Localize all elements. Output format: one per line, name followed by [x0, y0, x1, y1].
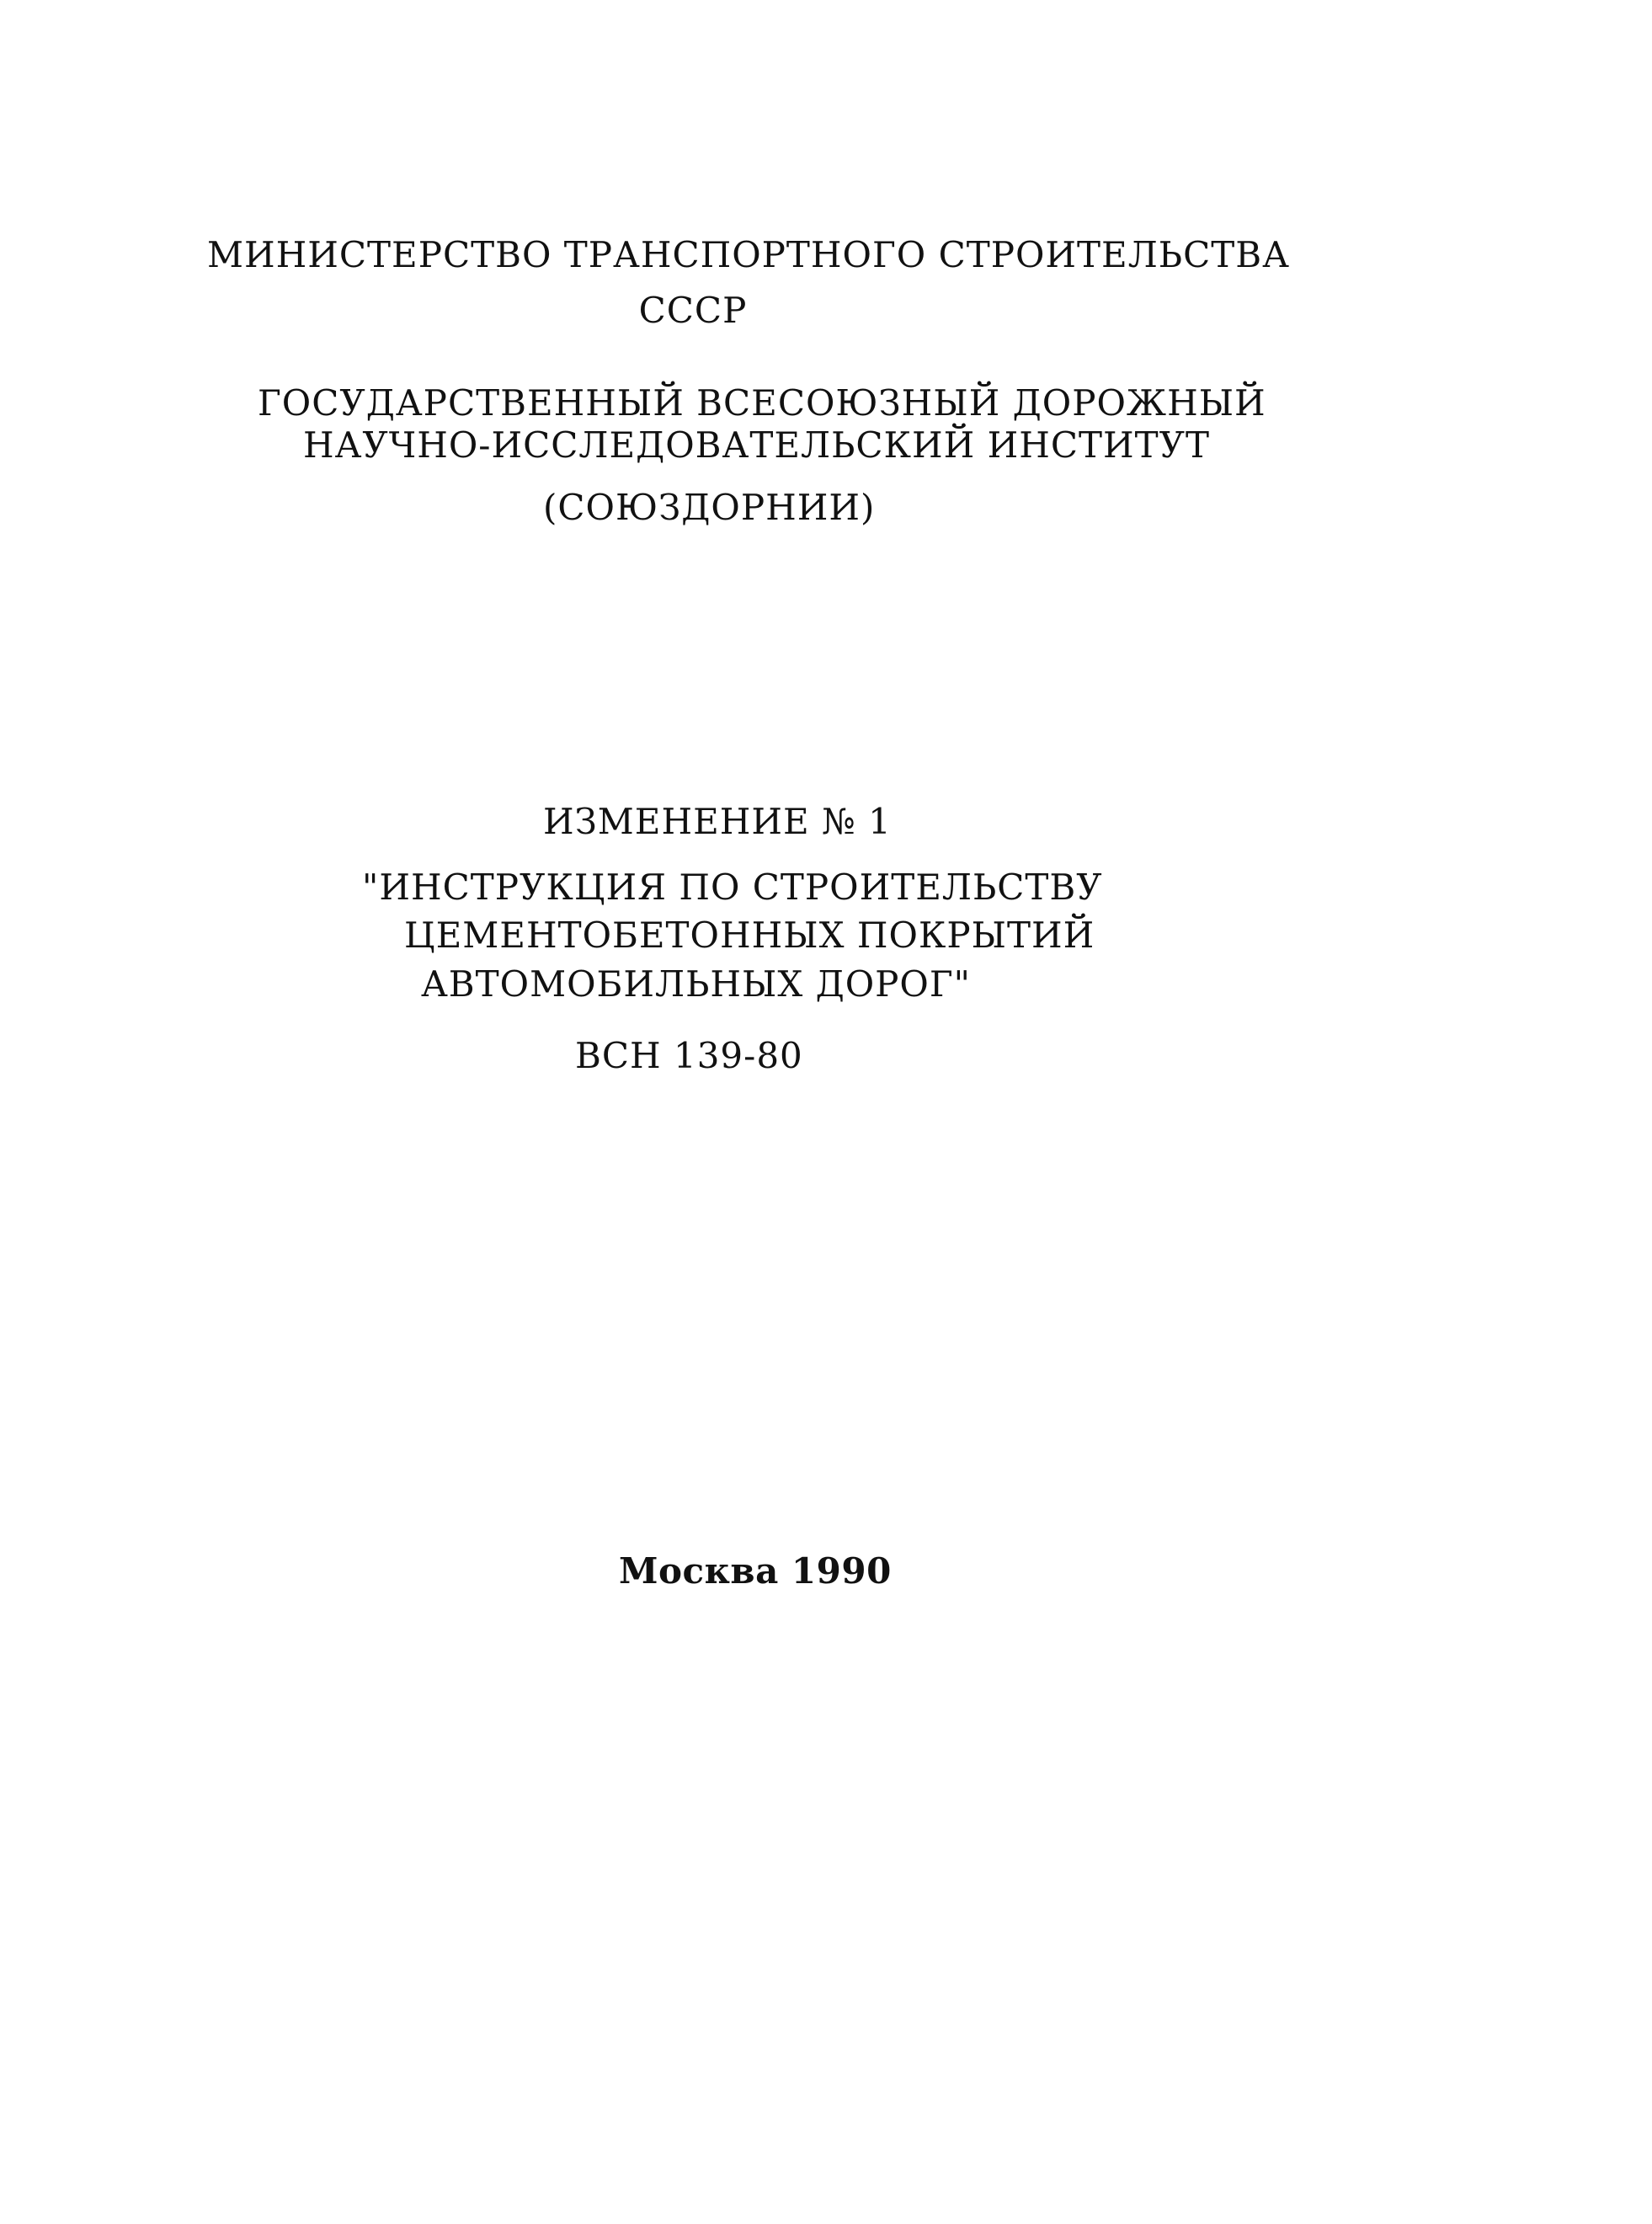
- change-number: ИЗМЕНЕНИЕ № 1: [543, 801, 892, 842]
- document-title-line2: ЦЕМЕНТОБЕТОННЫХ ПОКРЫТИЙ: [404, 915, 1095, 956]
- ministry-name: МИНИСТЕРСТВО ТРАНСПОРТНОГО СТРОИТЕЛЬСТВА: [207, 234, 1290, 275]
- document-code: ВСН 139-80: [575, 1035, 803, 1076]
- institute-name-line1: ГОСУДАРСТВЕННЫЙ ВСЕСОЮЗНЫЙ ДОРОЖНЫЙ: [258, 382, 1266, 424]
- publication-place-year: Москва 1990: [619, 1550, 892, 1592]
- institute-abbreviation: (СОЮЗДОРНИИ): [543, 487, 876, 528]
- document-title-line1: "ИНСТРУКЦИЯ ПО СТРОИТЕЛЬСТВУ: [362, 867, 1103, 908]
- document-title-line3: АВТОМОБИЛЬНЫХ ДОРОГ": [421, 963, 971, 1005]
- institute-name-line2: НАУЧНО-ИССЛЕДОВАТЕЛЬСКИЙ ИНСТИТУТ: [303, 424, 1211, 466]
- country-name: СССР: [638, 290, 748, 331]
